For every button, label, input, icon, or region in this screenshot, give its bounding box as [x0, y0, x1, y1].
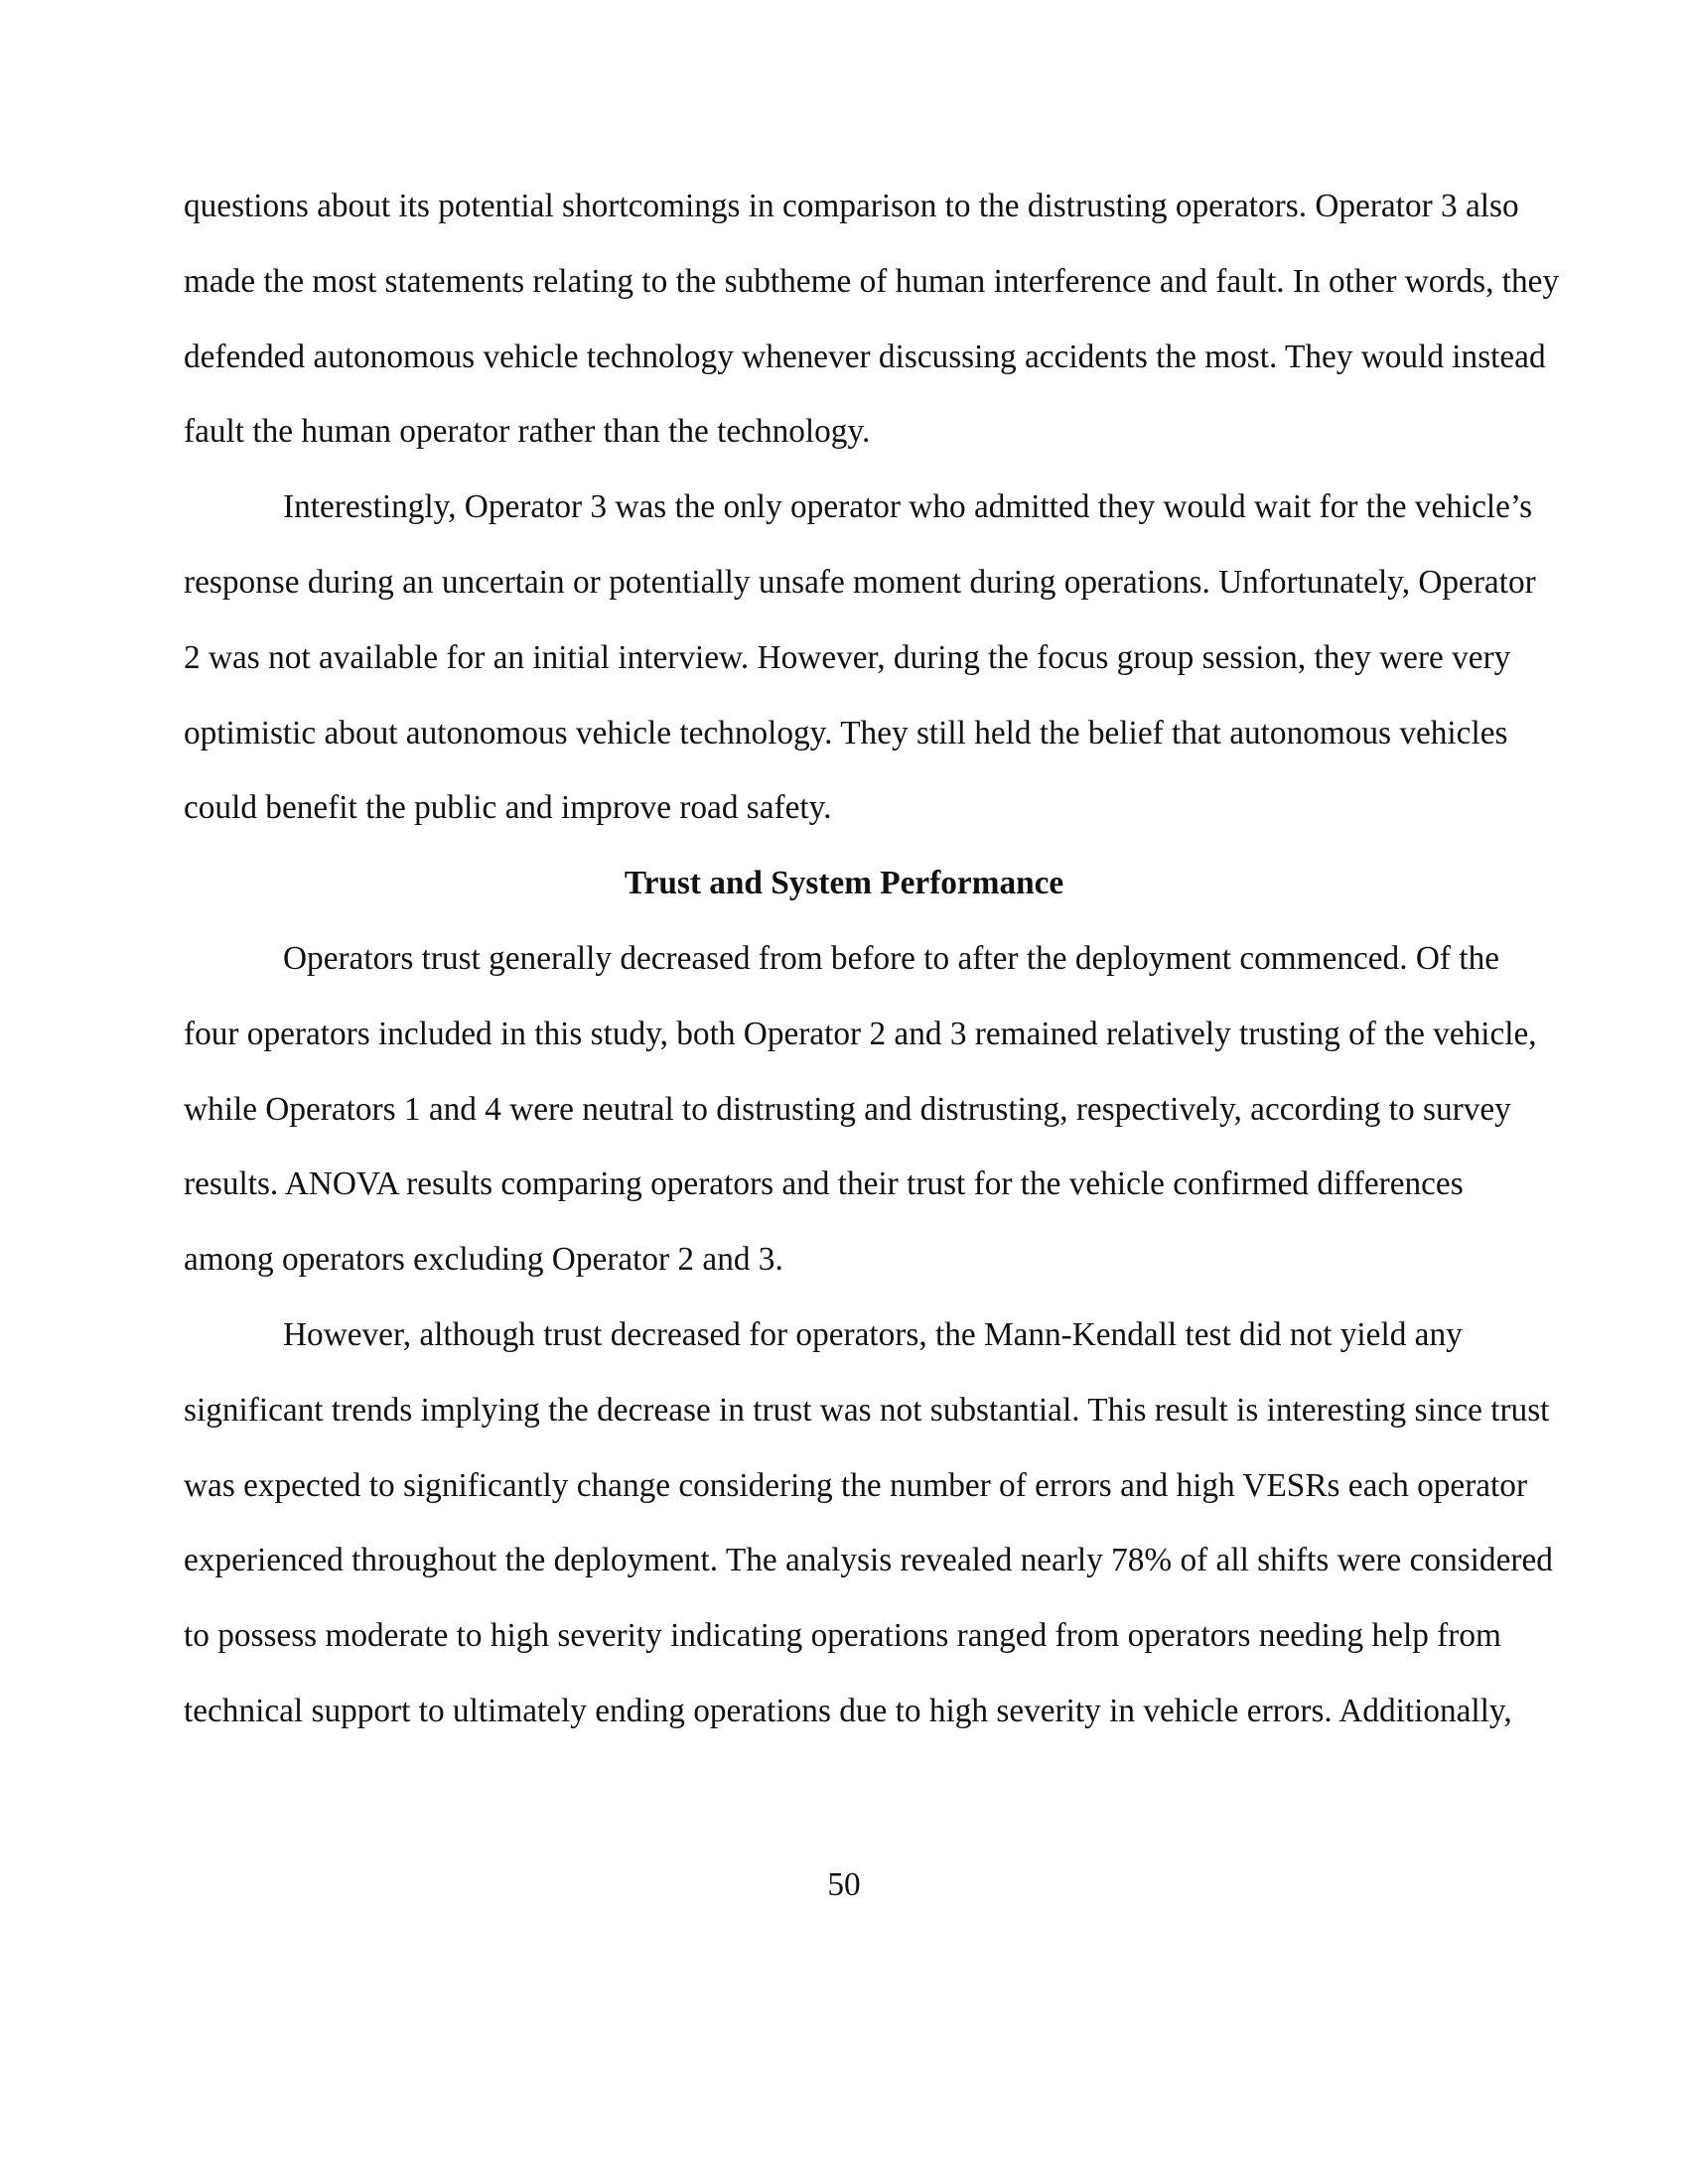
text-line: to possess moderate to high severity indicating operations ranged from operators needing help from	[184, 1617, 1501, 1655]
text-line: However, although trust decreased for operators, the Mann-Kendall test did not yield any	[283, 1315, 1463, 1353]
paragraph	[184, 169, 1560, 470]
text-line: defended autonomous vehicle technology whenever discussing accidents the most. They would instead	[184, 338, 1546, 375]
text-line: four operators included in this study, both Operator 2 and 3 remained relatively trusting of the vehicle,	[184, 1015, 1537, 1052]
text-line: optimistic about autonomous vehicle technology. They still held the belief that autonomous vehicles	[184, 714, 1508, 751]
section-heading: Trust and System Performance	[624, 865, 1064, 902]
text-line: questions about its potential shortcomings in comparison to the distrusting operators. Operator 3 also	[184, 188, 1519, 224]
text-line: Operators trust generally decreased from before to after the deployment commenced. Of the	[283, 939, 1499, 977]
page-number: 50	[827, 1866, 861, 1903]
text-line: fault the human operator rather than the technology.	[184, 413, 871, 451]
paragraph	[184, 1297, 1554, 1749]
text-line: made the most statements relating to the subtheme of human interference and fault. In other words, they	[184, 262, 1560, 300]
text-line: Interestingly, Operator 3 was the only operator who admitted they would wait for the vehicle’s	[283, 488, 1533, 526]
text-line: results. ANOVA results comparing operators and their trust for the vehicle confirmed differences	[184, 1165, 1464, 1203]
text-line: was expected to significantly change considering the number of errors and high VESRs each operator	[184, 1466, 1528, 1504]
paragraph	[184, 470, 1554, 846]
text-line: significant trends implying the decrease in trust was not substantial. This result is interesting since trust	[184, 1391, 1550, 1429]
paragraph	[184, 921, 1554, 1297]
text-line: among operators excluding Operator 2 and 3.	[184, 1241, 783, 1279]
text-line: 2 was not available for an initial interview. However, during the focus group session, they were very	[184, 638, 1511, 676]
text-line: experienced throughout the deployment. The analysis revealed nearly 78% of all shifts were considered	[184, 1542, 1553, 1579]
text-line: while Operators 1 and 4 were neutral to distrusting and distrusting, respectively, according to survey	[184, 1090, 1511, 1128]
document-body	[184, 169, 1560, 1749]
text-line: could benefit the public and improve road safety.	[184, 789, 832, 827]
text-line: technical support to ultimately ending operations due to high severity in vehicle errors. Additionally,	[184, 1692, 1512, 1729]
text-line: response during an uncertain or potentially unsafe moment during operations. Unfortunately, Operator	[184, 563, 1536, 601]
